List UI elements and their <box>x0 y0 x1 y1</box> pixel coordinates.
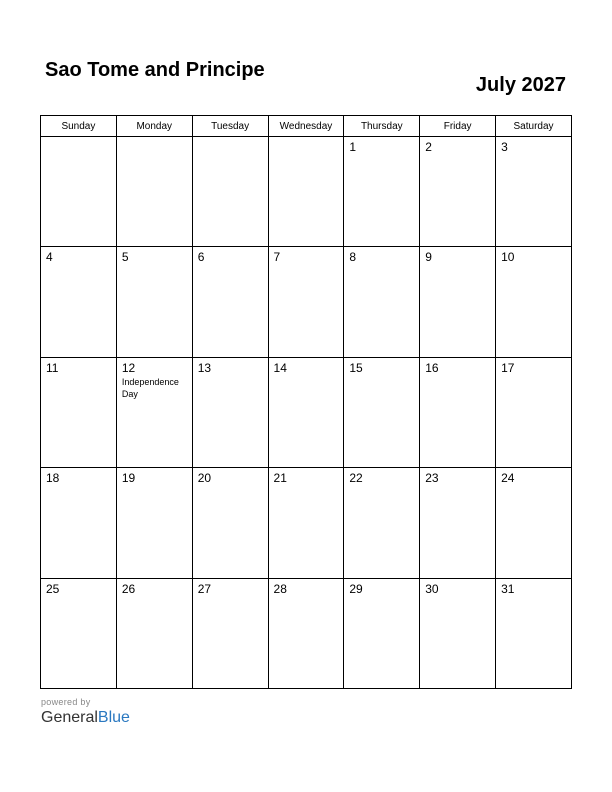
day-cell <box>420 357 496 467</box>
day-number: 2 <box>425 140 432 154</box>
country-title: Sao Tome and Principe <box>45 59 265 81</box>
day-number: 27 <box>197 581 212 596</box>
day-cell <box>116 247 192 357</box>
day-number: 7 <box>273 250 281 265</box>
day-cell <box>496 468 572 578</box>
week-row-5 <box>41 578 572 688</box>
month-title: July 2027 <box>475 74 566 96</box>
day-cell <box>268 357 344 467</box>
week-row-1 <box>41 137 572 247</box>
day-number: 25 <box>46 581 60 596</box>
day-number: 22 <box>349 471 363 486</box>
calendar-grid <box>40 115 572 689</box>
day-number: 13 <box>197 360 212 375</box>
day-cell <box>192 247 268 357</box>
day-number: 30 <box>425 581 439 596</box>
day-number: 20 <box>197 471 212 486</box>
weekday-tuesday: Tuesday <box>192 116 268 137</box>
week-row-2 <box>41 247 572 357</box>
day-number: 18 <box>46 471 60 486</box>
day-cell <box>420 247 496 357</box>
day-cell <box>344 137 420 247</box>
weekday-monday: Monday <box>116 116 192 137</box>
holiday-label: Independence Day <box>121 376 179 399</box>
weekday-thursday: Thursday <box>344 116 420 137</box>
day-cell <box>41 468 117 578</box>
day-number: 6 <box>197 250 205 265</box>
day-cell <box>496 578 572 688</box>
day-cell <box>344 468 420 578</box>
day-number: 28 <box>273 581 287 596</box>
day-number: 29 <box>349 581 363 596</box>
day-cell <box>420 578 496 688</box>
day-cell <box>116 578 192 688</box>
day-number: 31 <box>501 581 515 596</box>
day-number: 24 <box>501 471 515 486</box>
week-row-3 <box>41 357 572 467</box>
powered-by-text: powered by <box>41 697 91 707</box>
day-number: 26 <box>121 581 136 596</box>
day-number: 11 <box>46 360 59 375</box>
day-cell <box>496 247 572 357</box>
day-cell <box>268 247 344 357</box>
weekday-friday: Friday <box>420 116 496 137</box>
day-number: 3 <box>501 140 508 154</box>
day-cell <box>268 578 344 688</box>
day-cell <box>344 357 420 467</box>
day-number: 9 <box>425 250 432 265</box>
day-cell <box>41 137 117 247</box>
day-number: 10 <box>501 250 515 265</box>
day-cell <box>41 247 117 357</box>
day-number: 15 <box>349 360 363 375</box>
day-cell <box>344 247 420 357</box>
day-number: 17 <box>501 360 515 375</box>
day-cell <box>192 578 268 688</box>
day-number: 12 <box>121 360 136 375</box>
day-cell <box>496 357 572 467</box>
day-number: 23 <box>425 471 439 486</box>
day-number: 5 <box>121 250 129 265</box>
brand-general: General <box>41 709 98 726</box>
brand-logo[interactable] <box>41 708 130 728</box>
weekday-saturday: Saturday <box>496 116 572 137</box>
footer-branding <box>41 696 130 728</box>
day-number: 1 <box>349 140 357 154</box>
day-cell <box>268 137 344 247</box>
day-cell <box>116 137 192 247</box>
day-cell <box>420 468 496 578</box>
day-number: 4 <box>46 250 53 265</box>
day-cell <box>192 137 268 247</box>
day-number: 19 <box>121 471 136 486</box>
day-cell <box>41 578 117 688</box>
day-cell <box>344 578 420 688</box>
weekday-sunday: Sunday <box>41 116 117 137</box>
day-cell <box>192 357 268 467</box>
day-cell <box>268 468 344 578</box>
day-cell <box>116 357 192 467</box>
day-cell <box>192 468 268 578</box>
day-number: 21 <box>273 471 287 486</box>
weekday-header-row <box>41 116 572 137</box>
day-number: 16 <box>425 360 439 375</box>
weekday-wednesday: Wednesday <box>268 116 344 137</box>
day-cell <box>41 357 117 467</box>
week-row-4 <box>41 468 572 578</box>
brand-blue: Blue <box>97 709 130 726</box>
day-cell <box>420 137 496 247</box>
day-number: 14 <box>273 360 287 375</box>
day-number: 8 <box>349 250 357 265</box>
day-cell <box>116 468 192 578</box>
day-cell <box>496 137 572 247</box>
